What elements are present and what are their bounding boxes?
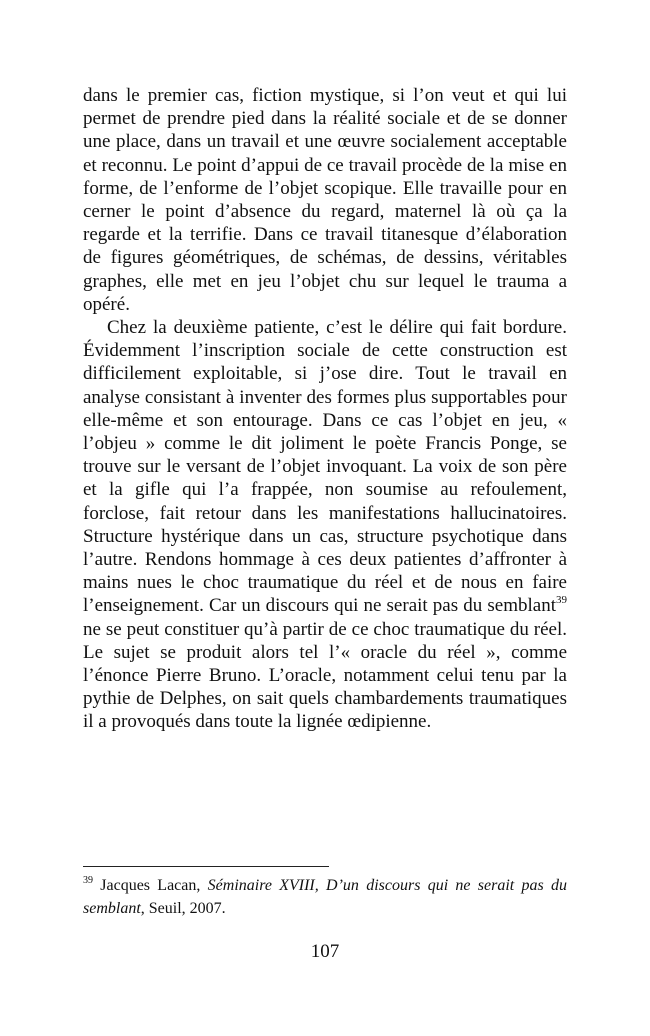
footnote-39 <box>83 874 567 920</box>
footnote-separator <box>83 866 329 867</box>
paragraph-1: dans le premier cas, fiction mystique, si l’on veut et qui lui permet de prendre pied dans la réalité sociale et de se donner une place, dans un travail et une œuvre socialement acceptable et reconnu. Le point d’appui de ce travail procède de la mise en forme, de l’enforme de l’objet scopique. Elle travaille pour en cerner le point d’absence du regard, maternel là où ça la regarde et la terrifie. Dans ce travail titanesque d’élaboration de figures géométriques, de schémas, de dessins, véritables graphes, elle met en jeu l’objet chu sur lequel le trauma a opéré. <box>83 85 567 315</box>
footnote-publisher: , Seuil, 2007. <box>140 900 226 917</box>
paragraph-2-text-before-note: Chez la deuxième patiente, c’est le délire qui fait bordure. Évidemment l’inscription sociale de cette construction est difficilement exploitable, si j’ose dire. Tout le travail en analyse consistant à inventer des formes plus supportables pour elle-même et son entourage. Dans ce cas l’objet en jeu, « l’objeu » comme le dit joliment le poète Francis Ponge, se trouve sur le versant de l’objet invoquant. La voix de son père et la gifle qui l’a frappée, non soumise au refoulement, forclose, fait retour dans les manifestations hallucinatoires. Structure hystérique dans un cas, structure psychotique dans l’autre. Rendons hommage à ces deux patientes d’affronter à mains nues le choc traumatique du réel et de nous en faire l’enseignement. Car un discours qui ne serait pas du semblant <box>83 317 567 617</box>
footnote-reference-39[interactable]: 39 <box>556 594 567 607</box>
paragraph-2-text-after-note: ne se peut constituer qu’à partir de ce choc traumatique du réel. Le sujet se produit alors tel l’« oracle du réel », comme l’énonce Pierre Bruno. L’oracle, notamment celui tenu par la pythie de Delphes, on sait quels chambardements traumatiques il a provoqués dans toute la lignée œdipienne. <box>83 618 567 733</box>
footnote-author: Jacques Lacan, <box>93 877 208 894</box>
footnote-number: 39 <box>83 875 93 886</box>
paragraph-2 <box>83 316 567 734</box>
main-text <box>83 84 567 734</box>
footnote-title: Séminaire XVIII, D’un discours qui ne serait pas du semblant <box>83 877 568 917</box>
page-number: 107 <box>310 941 340 962</box>
